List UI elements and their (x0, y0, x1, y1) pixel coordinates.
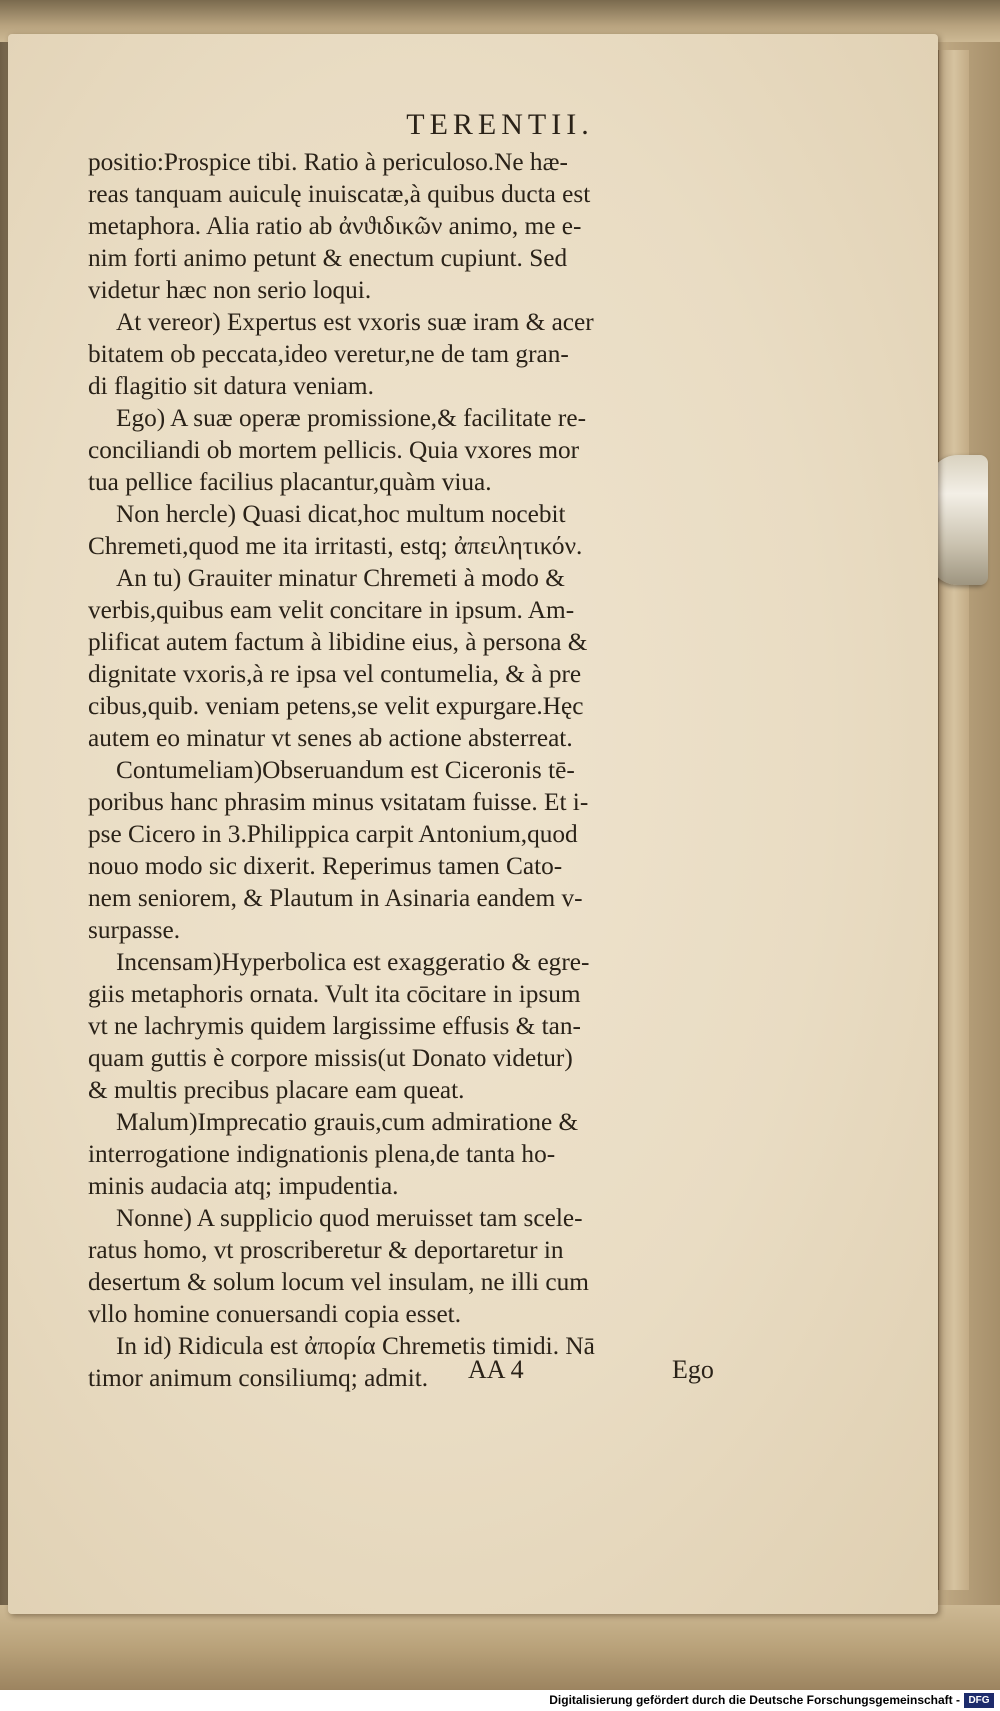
text-line: positio:Prospice tibi. Ratio à periculoso.Ne hæ- (88, 148, 568, 176)
text-line: At vereor) Expertus est vxoris suæ iram & acer (116, 308, 594, 336)
text-line: & multis precibus placare eam queat. (88, 1076, 465, 1104)
text-line: di flagitio sit datura veniam. (88, 372, 374, 400)
text-line: An tu) Grauiter minatur Chremeti à modo & (116, 564, 565, 592)
text-line: videtur hæc non serio loqui. (88, 276, 372, 304)
text-line: surpasse. (88, 916, 181, 944)
body-text (88, 146, 728, 1394)
text-line: timor animum consiliumq; admit. (88, 1364, 429, 1392)
text-line: cibus,quib. veniam petens,se velit expurgare.Hęc (88, 692, 584, 720)
text-line: minis audacia atq; impudentia. (88, 1172, 399, 1200)
text-line: vllo homine conuersandi copia esset. (88, 1300, 462, 1328)
text-line: Chremeti,quod me ita irritasti, estq; ἀπειλητικόν. (88, 532, 583, 560)
text-line: poribus hanc phrasim minus vsitatam fuisse. Et i- (88, 788, 589, 816)
text-line: Contumeliam)Obseruandum est Ciceronis tē- (116, 756, 575, 784)
text-line: Malum)Imprecatio grauis,cum admiratione & (116, 1108, 579, 1136)
text-line: desertum & solum locum vel insulam, ne illi cum (88, 1268, 589, 1296)
text-line: verbis,quibus eam velit concitare in ipsum. Am- (88, 596, 575, 624)
text-line: metaphora. Alia ratio ab ἀνϑιδικῶν animo, me e- (88, 212, 582, 240)
text-line: nim forti animo petunt & enectum cupiunt. Sed (88, 244, 568, 272)
text-line: quam guttis è corpore missis(ut Donato videtur) (88, 1044, 573, 1072)
text-line: ratus homo, vt proscriberetur & deportaretur in (88, 1236, 564, 1264)
text-line: nem seniorem, & Plautum in Asinaria eandem v- (88, 884, 583, 912)
text-line: bitatem ob peccata,ideo veretur,ne de tam gran- (88, 340, 569, 368)
signature-mark: AA 4 (468, 1355, 524, 1384)
text-line: vt ne lachrymis quidem largissime effusis & tan- (88, 1012, 581, 1040)
running-head: TERENTII. (406, 108, 594, 141)
footer-bar (0, 1690, 1000, 1711)
text-line: In id) Ridicula est ἀπορία Chremetis timidi. Nā (116, 1332, 595, 1360)
text-line: reas tanquam auiculę inuiscatæ,à quibus ducta est (88, 180, 591, 208)
catchword: Ego (672, 1355, 714, 1384)
text-line: Ego) A suæ operæ promissione,& facilitate re- (116, 404, 587, 432)
text-line: plificat autem factum à libidine eius, à persona & (88, 628, 588, 656)
book-cover-bottom (0, 1605, 1000, 1690)
text-line: giis metaphoris ornata. Vult ita cōcitare in ipsum (88, 980, 581, 1008)
text-line: Non hercle) Quasi dicat,hoc multum nocebit (116, 500, 566, 528)
dfg-logo: DFG (964, 1693, 994, 1708)
text-line: nouo modo sic dixerit. Reperimus tamen Cato- (88, 852, 563, 880)
text-line: dignitate vxoris,à re ipsa vel contumelia, & à pre (88, 660, 582, 688)
text-line: conciliandi ob mortem pellicis. Quia vxores mor (88, 436, 580, 464)
footer-credit: Digitalisierung gefördert durch die Deutsche Forschungsgemeinschaft - (549, 1693, 960, 1707)
text-line: tua pellice facilius placantur,quàm viua. (88, 468, 492, 496)
page-edges (938, 50, 969, 1590)
text-line: Incensam)Hyperbolica est exaggeratio & egre- (116, 948, 590, 976)
text-line: Nonne) A supplicio quod meruisset tam scele- (116, 1204, 583, 1232)
text-line: autem eo minatur vt senes ab actione absterreat. (88, 724, 573, 752)
text-line: interrogatione indignationis plena,de tanta ho- (88, 1140, 556, 1168)
text-line: pse Cicero in 3.Philippica carpit Antonium,quod (88, 820, 578, 848)
